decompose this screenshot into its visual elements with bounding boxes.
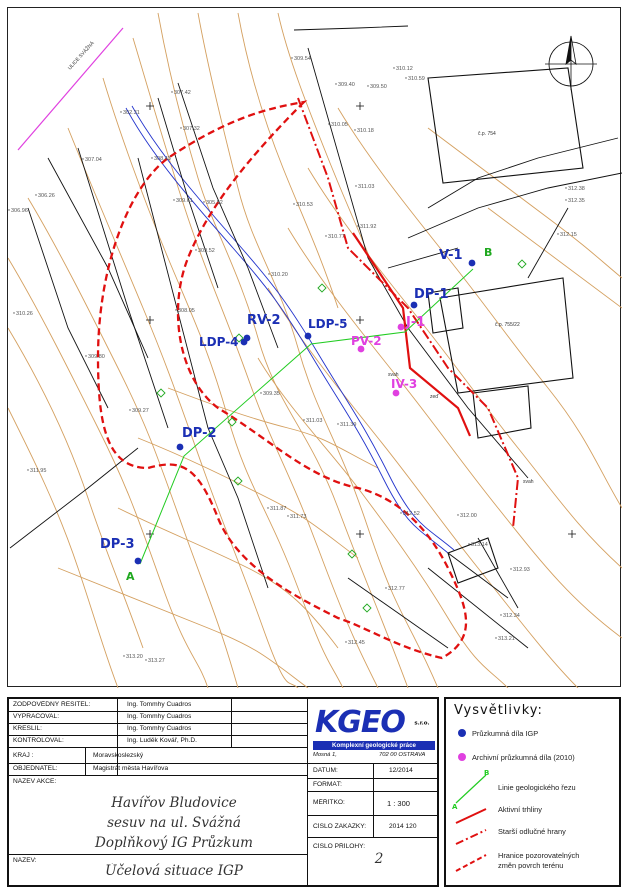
road-label: ULICE SVÁŽNÁ [67,40,96,72]
borehole-igp-label: RV-2 [247,313,281,328]
elevation-label: 309.54 [294,56,311,62]
logo-subtitle: Komplexní geologické práce [313,741,435,750]
legend-scarp-label: Starší odlučné hrany [498,827,566,836]
cadastral-lines [10,26,622,648]
elevation-point [510,568,511,569]
borehole-igp-marker [177,444,184,451]
borehole-igp-marker [241,339,248,346]
elevation-label: 312.45 [348,640,365,646]
elevation-point [565,199,566,200]
elevation-label: 310.18 [357,128,374,134]
elevation-label: 302.31 [123,110,140,116]
logo-mark [315,705,430,740]
elevation-label: 311.95 [30,468,47,474]
elevation-point [260,392,261,393]
legend-igp-label: Průzkumná díla IGP [472,729,539,738]
elevation-point [393,67,394,68]
project-name-line-1: Havířov Bludovice [111,795,237,811]
date-key: DATUM: [313,767,338,774]
region-value: Moravskoslezský [93,752,144,759]
elevation-point [457,514,458,515]
elevation-label: 313.27 [148,658,165,664]
elevation-point [328,123,329,124]
elevation-label: 311.73 [290,514,307,520]
drawing-name-key: NÁZEV: [13,857,37,864]
elevation-point [123,655,124,656]
elevation-point [175,309,176,310]
elevation-label: 310.12 [396,66,413,72]
situation-map [7,7,621,687]
elevation-label: 311.87 [270,506,287,512]
elevation-point [82,158,83,159]
borehole-archive-label: PV-2 [351,334,382,348]
elevation-label: 308.05 [178,308,195,314]
borehole-igp-label: LDP-5 [308,317,348,331]
title-block [7,697,439,887]
elevation-point [345,641,346,642]
elevation-point [173,199,174,200]
legend-section-a: A [452,803,458,811]
drawn-key: KRESLIL: [13,725,42,732]
slope-label-2: svah [523,479,534,485]
elevation-point [385,587,386,588]
borehole-igp-marker [411,302,418,309]
elevation-point [355,185,356,186]
elevation-point [13,312,14,313]
elevation-label: 311.03 [306,418,323,424]
project-name-line-2: sesuv na ul. Svážná [107,815,241,831]
elevation-point [335,83,336,84]
drawing-name-value: Účelová situace IGP [105,863,243,879]
legend-section-b: B [484,769,490,777]
elevation-label: 310.05 [331,122,348,128]
logo-address-street: Mosná 1, [313,752,337,758]
elevation-point [557,233,558,234]
borehole-igp-marker [135,558,142,565]
legend [444,697,621,887]
borehole-archive-label: J-1 [406,315,426,330]
elevation-label: 312.00 [460,513,477,519]
elevation-point [400,512,401,513]
logo-text: KGEO [315,705,405,740]
elevation-point [120,111,121,112]
elevation-point [268,273,269,274]
prepared-key: VYPRACOVAL: [13,713,60,720]
elevation-label: 311.92 [360,224,377,230]
legend-crack-symbol [456,809,486,823]
borehole-archive-label: IV-3 [391,377,418,391]
elevation-label: 313.21 [498,636,515,642]
borehole-igp-label: V-1 [439,248,463,263]
elevation-label: 310.77 [328,234,345,240]
elevation-point [27,469,28,470]
building-label-754: č.p. 754 [478,131,496,137]
borehole-igp-label: LDP-4 [199,335,239,349]
prepared-value: Ing. Tommhy Cuadros [127,713,192,720]
elevation-point [303,419,304,420]
elevation-label: 312.52 [403,511,420,517]
date-value: 12/2014 [389,767,413,774]
elevation-label: 312.93 [513,567,530,573]
borehole-igp-label: DP-2 [182,426,217,441]
elevation-point [180,127,181,128]
elevation-label: 311.03 [358,184,375,190]
elevation-point [151,157,152,158]
legend-title: Vysvětlivky: [454,703,543,718]
elevation-point [367,85,368,86]
elevation-point [468,543,469,544]
borehole-igp-label: DP-1 [414,287,449,302]
elevation-label: 309.50 [370,84,387,90]
drawn-value: Ing. Tommhy Cuadros [127,725,192,732]
elevation-point [293,203,294,204]
elevation-point [354,129,355,130]
elevation-label: 312.77 [388,586,405,592]
elevation-point [203,201,204,202]
order-number-key: ČÍSLO ZAKÁZKY: [313,823,367,830]
elevation-label: 310.20 [271,272,288,278]
legend-section-symbol [456,775,486,803]
elevation-label: 308.43 [154,156,171,162]
appendix-number-key: ČÍSLO PŘÍLOHY: [313,843,366,850]
borehole-igp-label: DP-3 [100,537,135,552]
scale-value: 1 : 300 [387,799,410,808]
legend-archive-symbol [458,753,466,761]
older-scarp [298,98,518,528]
responsible-key: ZODPOVĚDNÝ ŘEŠITEL: [13,701,91,708]
elevation-label: 313.14 [471,542,488,548]
legend-crack-label: Aktivní trhliny [498,805,542,814]
elevation-label: 309.80 [88,354,105,360]
elevation-point [195,249,196,250]
legend-boundary-symbol [456,855,486,871]
north-arrow [545,36,597,90]
section-start-label: A [126,570,135,583]
elevation-label: 312.15 [560,232,577,238]
scale-key: MĚŘÍTKO: [313,799,345,806]
legend-scarp-symbol [456,830,486,844]
borehole-igp-marker [469,260,476,267]
elevation-label: 313.20 [126,654,143,660]
checked-key: KONTROLOVAL: [13,737,64,744]
elevation-label: 307.32 [183,126,200,132]
legend-igp-symbol [458,729,466,737]
map-canvas [8,8,622,688]
project-name-line-3: Doplňkový IG Průzkum [95,835,253,851]
section-end-label: B [484,246,493,259]
elevation-point [325,235,326,236]
legend-archive-label: Archivní průzkumná díla (2010) [472,753,575,762]
elevation-label: 310.53 [296,202,313,208]
checked-value: Ing. Luděk Kovář, Ph.D. [127,737,198,744]
elevation-point [500,614,501,615]
client-key: OBJEDNATEL: [13,765,58,772]
company-logo [309,699,439,763]
elevation-label: 305.52 [206,200,223,206]
elevation-point [129,409,130,410]
order-number-value: 2014 120 [389,823,417,830]
building-755 [440,278,573,393]
building-754 [428,68,583,183]
logo-sro: s.r.o. [414,720,430,727]
wall-label: zeď [430,394,439,400]
elevation-point [267,507,268,508]
grid-crosses [146,102,576,538]
legend-section-label: Linie geologického řezu [498,783,576,792]
elevation-point [337,423,338,424]
logo-address-city: 702 00 OSTRAVA [379,752,426,758]
elevation-label: 312.38 [568,186,585,192]
borehole-archive-marker [398,324,405,331]
elevation-point [8,209,9,210]
client-value: Magistrát města Havířova [93,765,169,772]
elevation-point [35,194,36,195]
building-label-755: č.p. 755/22 [495,322,520,328]
borehole-igp-marker [305,333,312,340]
elevation-label: 311.39 [340,422,357,428]
slope-label-1: svah [388,372,399,378]
elevation-point [85,355,86,356]
legend-boundary-label-2: změn povrch terénu [498,861,564,870]
appendix-number-value: 2 [374,851,384,867]
elevation-point [495,637,496,638]
elevation-point [405,77,406,78]
contour-lines [8,13,622,688]
elevation-label: 310.26 [16,311,33,317]
responsible-value: Ing. Tommhy Cuadros [127,701,192,708]
elevation-label: 309.61 [176,198,193,204]
elevation-label: 309.52 [198,248,215,254]
elevation-point [291,57,292,58]
elevation-label: 307.42 [174,90,191,96]
elevation-point [565,187,566,188]
elevation-label: 309.35 [263,391,280,397]
elevation-point [145,659,146,660]
elevation-point [357,225,358,226]
elevation-label: 312.35 [568,198,585,204]
elevation-label: 310.59 [408,76,425,82]
elevation-label: 306.96 [11,208,28,214]
elevation-label: 306.26 [38,193,55,199]
format-key: FORMÁT: [313,781,342,788]
elevation-label: 309.27 [132,408,149,414]
elevation-label: 312.34 [503,613,520,619]
elevation-label: 307.04 [85,157,102,163]
elevation-point [287,515,288,516]
elevation-point [171,91,172,92]
boundary-line [18,28,123,150]
region-key: KRAJ : [13,752,34,759]
project-name-key: NÁZEV AKCE: [13,778,57,785]
legend-boundary-label-1: Hranice pozorovatelných [498,851,580,860]
elevation-label: 309.40 [338,82,355,88]
